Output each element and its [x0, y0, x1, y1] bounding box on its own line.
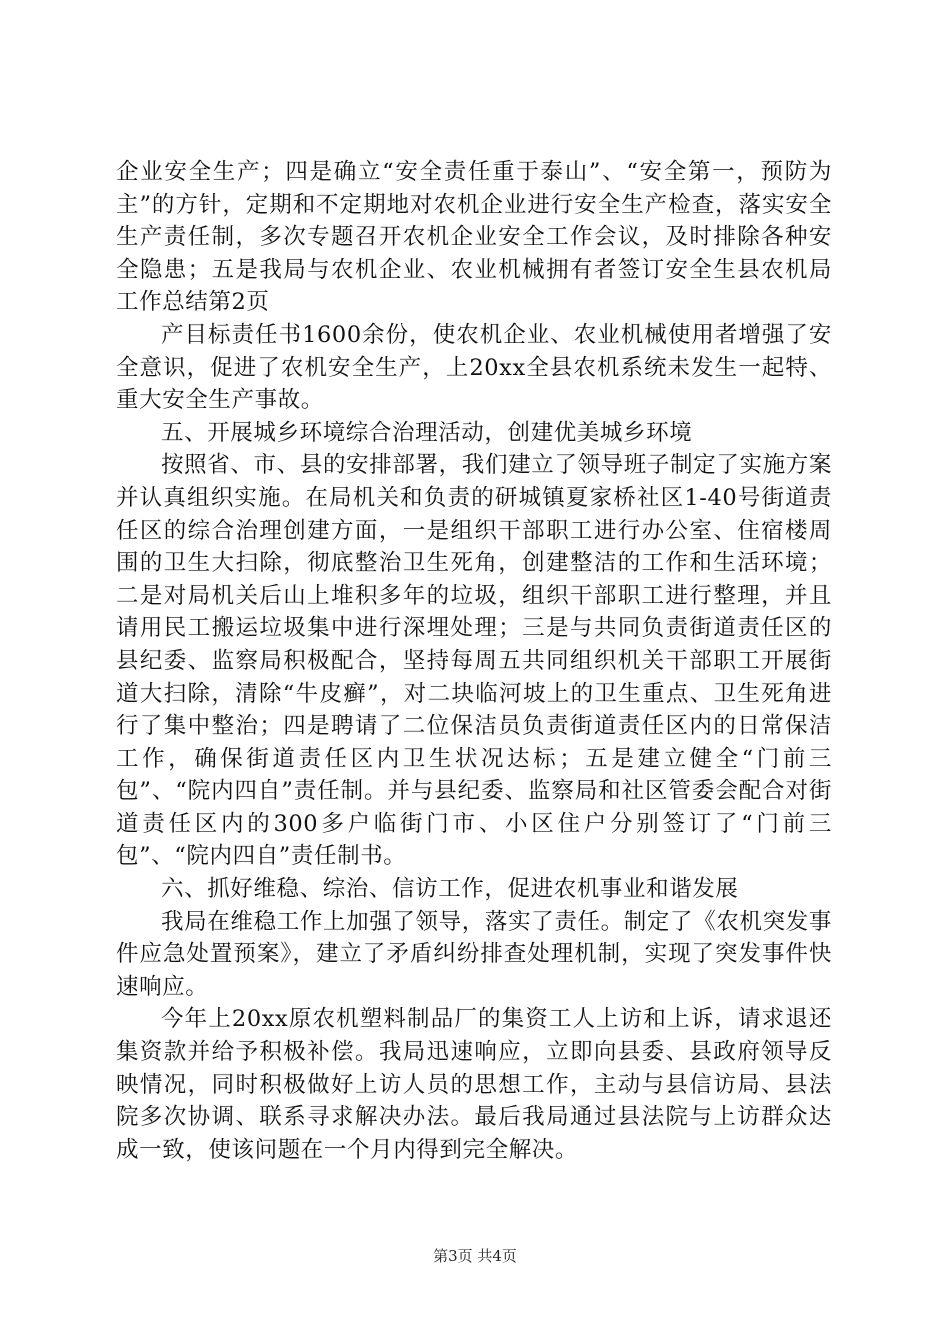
paragraph-petition: 今年上20xx原农机塑料制品厂的集资工人上访和上诉，请求退还集资款并给予积极补偿。我局迅速响应，立即向县委、县政府领导反映情况，同时积极做好上访人员的思想工作，主动与县信访局、县法院多次协调、联系寻求解决办法。最后我局通过县法院与上访群众达成一致，使该问题在一个月内得到完全解决。 [116, 1006, 832, 1163]
paragraph-safety-continued: 企业安全生产；四是确立“安全责任重于泰山”、“安全第一，预防为主”的方针，定期和不定期地对农机企业进行安全生产检查，落实安全生产责任制，多次专题召开农机企业安全工作会议，及时排除各种安全隐患；五是我局与农机企业、农业机械拥有者签订安全生县农机局工作总结第2页 [116, 159, 832, 316]
section-heading-stability: 六、抓好维稳、综治、信访工作，促进农机事业和谐发展 [161, 876, 739, 903]
paragraph-safety-result: 产目标责任书1600余份，使农机企业、农业机械使用者增强了安全意识，促进了农机安全生产，上20xx全县农机系统未发生一起特、重大安全生产事故。 [116, 321, 832, 414]
paragraph-stability: 我局在维稳工作上加强了领导，落实了责任。制定了《农机突发事件应急处置预案》，建立了矛盾纠纷排查处理机制，实现了突发事件快速响应。 [116, 908, 832, 1000]
section-heading-environment: 五、开展城乡环境综合治理活动，创建优美城乡环境 [161, 419, 693, 446]
document-body [116, 156, 832, 1166]
paragraph-environment: 按照省、市、县的安排部署，我们建立了领导班子制定了实施方案并认真组织实施。在局机关和负责的研城镇夏家桥社区1-40号街道责任区的综合治理创建方面，一是组织干部职工进行办公室、住宿楼周围的卫生大扫除，彻底整治卫生死角，创建整洁的工作和生活环境；二是对局机关后山上堆积多年的垃圾，组织干部职工进行整理，并且请用民工搬运垃圾集中进行深埋处理；三是与共同负责街道责任区的县纪委、监察局积极配合，坚持每周五共同组织机关干部职工开展街道大扫除，清除“牛皮癣”，对二块临河坡上的卫生重点、卫生死角进行了集中整治；四是聘请了二位保洁员负责街道责任区内的日常保洁工作，确保街道责任区内卫生状况达标；五是建立健全“门前三包”、“院内四自”责任制。并与县纪委、监察局和社区管委会配合对街道责任区内的300多户临街门市、小区住户分别签订了“门前三包”、“院内四自”责任制书。 [116, 452, 832, 870]
page-number-footer: 第3页 共4页 [433, 1247, 517, 1265]
